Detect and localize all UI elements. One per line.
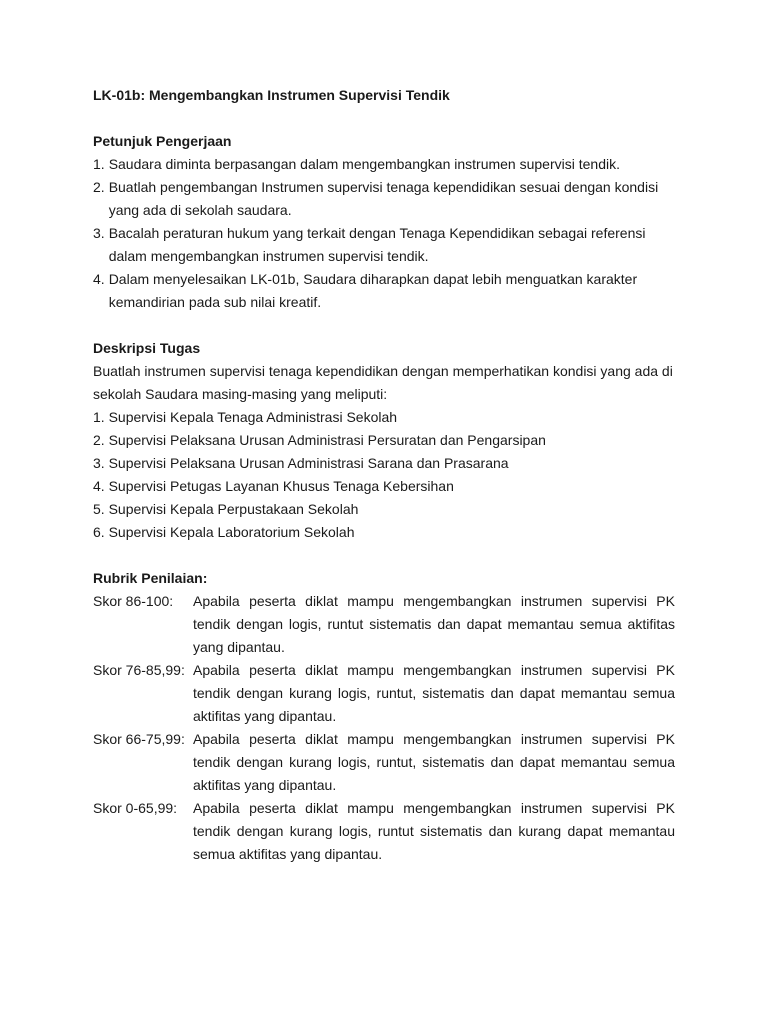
rubric-description: Apabila peserta diklat mampu mengembangkan instrumen supervisi PK tendik dengan kurang logis, runtut, sistematis dan dapat memantau semua aktifitas yang dipantau. bbox=[193, 731, 675, 793]
task-heading: Deskripsi Tugas bbox=[93, 340, 201, 356]
instruction-item bbox=[93, 222, 675, 268]
task-item: 1. Supervisi Kepala Tenaga Administrasi Sekolah bbox=[93, 409, 398, 425]
instruction-text: Dalam menyelesaikan LK-01b, Saudara diharapkan dapat lebih menguatkan karakter kemandirian pada sub nilai kreatif. bbox=[108, 271, 638, 310]
rubric-row bbox=[93, 659, 675, 728]
instruction-number: 2. bbox=[93, 179, 105, 195]
document-title: LK-01b: Mengembangkan Instrumen Supervisi Tendik bbox=[93, 87, 450, 103]
task-item: 2. Supervisi Pelaksana Urusan Administrasi Persuratan dan Pengarsipan bbox=[93, 432, 546, 448]
rubric-section bbox=[93, 567, 675, 866]
instruction-number: 3. bbox=[93, 225, 105, 241]
rubric-score: Skor 66-75,99: bbox=[93, 731, 185, 747]
rubric-row bbox=[93, 728, 675, 797]
document-page bbox=[93, 84, 675, 866]
rubric-score: Skor 0-65,99: bbox=[93, 800, 178, 816]
instruction-text: Bacalah peraturan hukum yang terkait dengan Tenaga Kependidikan sebagai referensi dalam mengembangkan instrumen supervisi tendik. bbox=[108, 225, 646, 264]
instruction-item bbox=[93, 268, 675, 314]
instruction-item bbox=[93, 176, 675, 222]
rubric-row bbox=[93, 797, 675, 866]
rubric-description: Apabila peserta diklat mampu mengembangkan instrumen supervisi PK tendik dengan kurang logis, runtut, sistematis dan dapat memantau semua aktifitas yang dipantau. bbox=[193, 662, 675, 724]
rubric-description: Apabila peserta diklat mampu mengembangkan instrumen supervisi PK tendik dengan logis, runtut sistematis dan dapat memantau semua aktifitas yang dipantau. bbox=[193, 593, 675, 655]
task-item: 6. Supervisi Kepala Laboratorium Sekolah bbox=[93, 524, 355, 540]
task-item: 5. Supervisi Kepala Perpustakaan Sekolah bbox=[93, 501, 359, 517]
task-section bbox=[93, 337, 675, 544]
instructions-section bbox=[93, 130, 675, 314]
rubric-heading: Rubrik Penilaian: bbox=[93, 570, 208, 586]
instruction-number: 4. bbox=[93, 271, 105, 287]
instruction-text: Saudara diminta berpasangan dalam mengembangkan instrumen supervisi tendik. bbox=[108, 156, 620, 172]
task-intro: Buatlah instrumen supervisi tenaga kependidikan dengan memperhatikan kondisi yang ada di sekolah Saudara masing-masing yang meliputi: bbox=[93, 363, 673, 402]
task-list bbox=[93, 406, 675, 544]
instructions-list bbox=[93, 153, 675, 314]
instruction-text: Buatlah pengembangan Instrumen supervisi tenaga kependidikan sesuai dengan kondisi yang ada di sekolah saudara. bbox=[108, 179, 659, 218]
rubric-score: Skor 76-85,99: bbox=[93, 662, 185, 678]
instructions-heading: Petunjuk Pengerjaan bbox=[93, 133, 232, 149]
rubric-row bbox=[93, 590, 675, 659]
task-item: 4. Supervisi Petugas Layanan Khusus Tenaga Kebersihan bbox=[93, 478, 454, 494]
task-item: 3. Supervisi Pelaksana Urusan Administrasi Sarana dan Prasarana bbox=[93, 455, 509, 471]
rubric-description: Apabila peserta diklat mampu mengembangkan instrumen supervisi PK tendik dengan kurang logis, runtut sistematis dan kurang dapat memantau semua aktifitas yang dipantau. bbox=[193, 800, 675, 862]
instruction-item bbox=[93, 153, 675, 176]
instruction-number: 1. bbox=[93, 156, 105, 172]
rubric-score: Skor 86-100: bbox=[93, 593, 174, 609]
